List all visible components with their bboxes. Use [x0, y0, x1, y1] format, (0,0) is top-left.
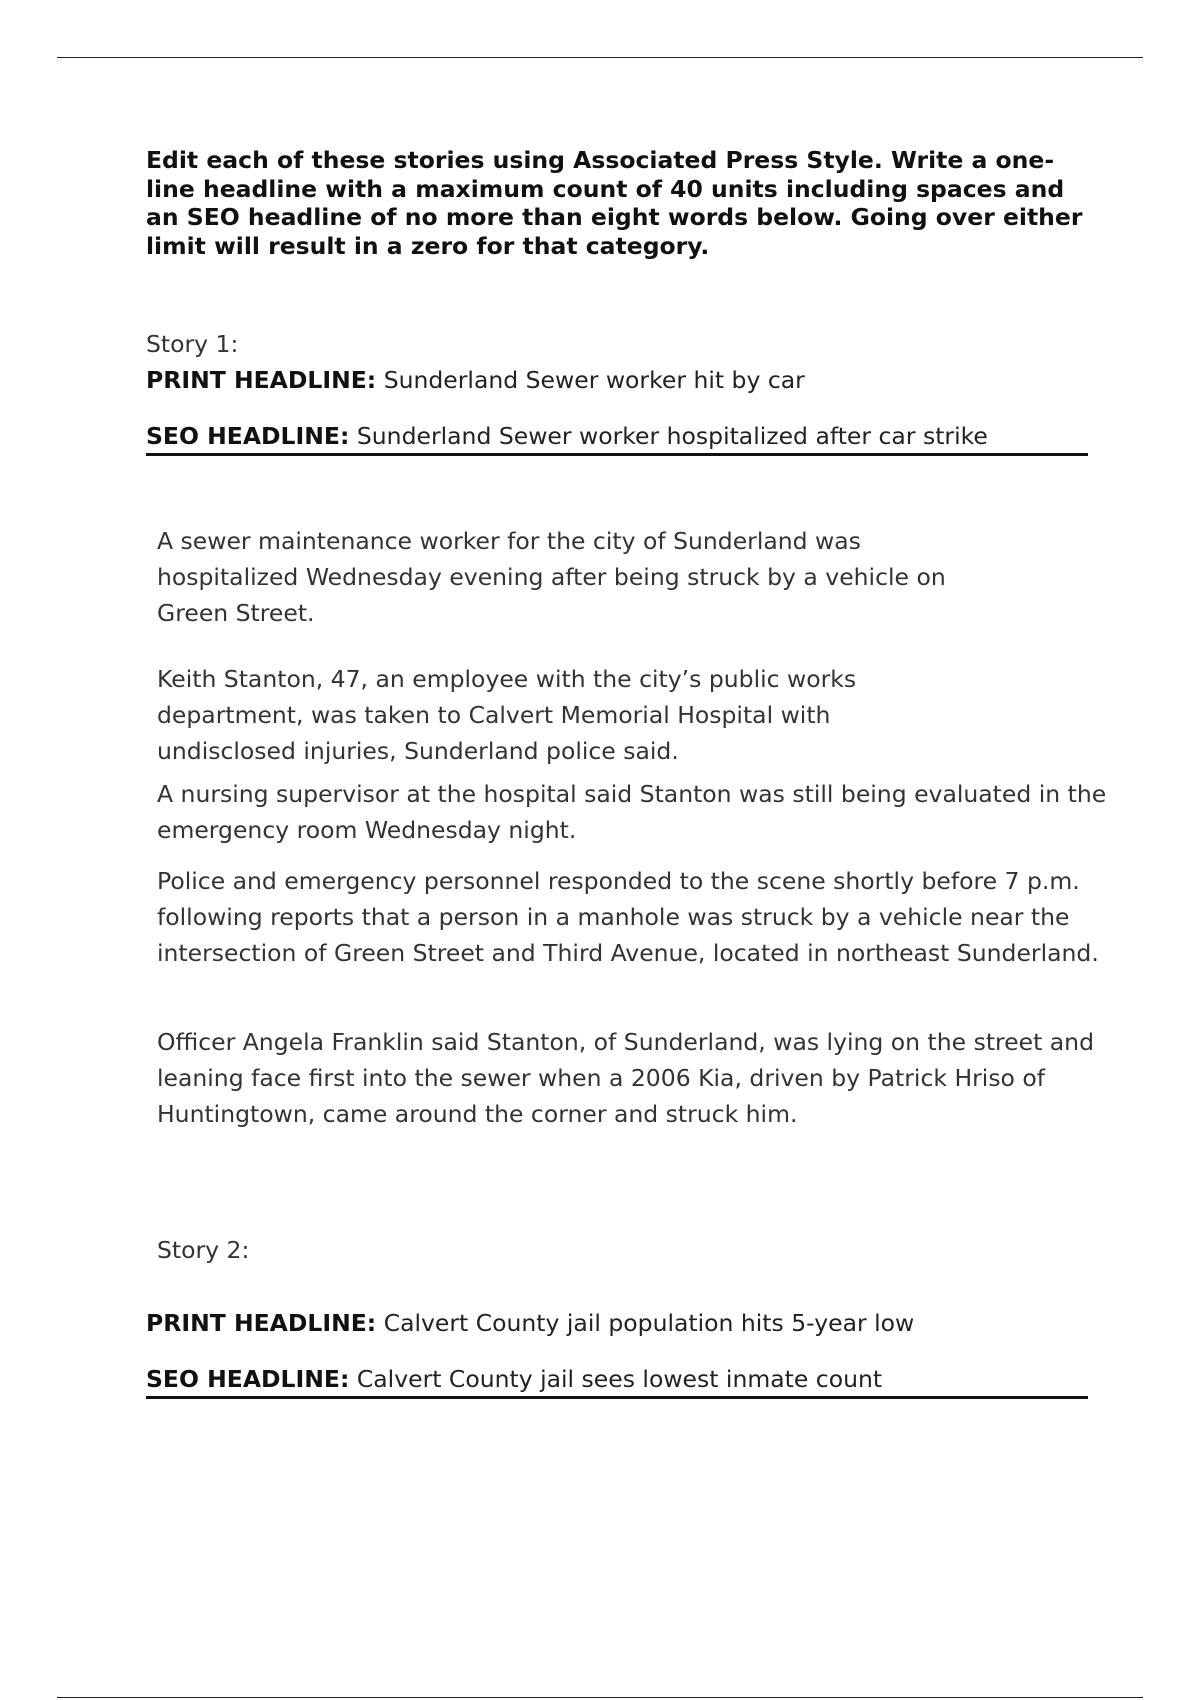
story-1-print-headline — [146, 366, 805, 394]
story-1-headline-rule — [146, 453, 1088, 456]
print-headline-label: PRINT HEADLINE: — [146, 366, 377, 394]
story-1-paragraph-2: Keith Stanton, 47, an employee with the city’s public works department, was taken to Calvert Memorial Hospital with undisclosed injuries, Sunderland police said. — [157, 665, 857, 765]
seo-headline-text: Calvert County jail sees lowest inmate count — [356, 1365, 883, 1393]
story-1-label: Story 1: — [146, 330, 239, 358]
story-1-paragraph-1: A sewer maintenance worker for the city of Sunderland was hospitalized Wednesday evening after being struck by a vehicle on Green Street. — [157, 527, 946, 627]
story-1-paragraph-3: A nursing supervisor at the hospital said Stanton was still being evaluated in the emergency room Wednesday night. — [157, 780, 1107, 844]
story-2-headline-rule — [146, 1396, 1088, 1399]
print-headline-label: PRINT HEADLINE: — [146, 1309, 377, 1337]
story-1-paragraph-5: Officer Angela Franklin said Stanton, of Sunderland, was lying on the street and leaning face first into the sewer when a 2006 Kia, driven by Patrick Hriso of Huntingtown, came around the corner and struck him. — [157, 1028, 1094, 1128]
story-2-print-headline — [146, 1309, 914, 1337]
print-headline-text: Calvert County jail population hits 5-year low — [383, 1309, 915, 1337]
seo-headline-text: Sunderland Sewer worker hospitalized after car strike — [356, 422, 988, 450]
seo-headline-label: SEO HEADLINE: — [146, 422, 350, 450]
print-headline-text: Sunderland Sewer worker hit by car — [383, 366, 805, 394]
story-1-paragraph-4: Police and emergency personnel responded to the scene shortly before 7 p.m. following reports that a person in a manhole was struck by a vehicle near the intersection of Green Street and Third Avenue, located in northeast Sunderland. — [157, 867, 1099, 967]
assignment-instructions: Edit each of these stories using Associated Press Style. Write a one-line headline with a maximum count of 40 units including spaces and an SEO headline of no more than eight words below. Going over either limit will result in a zero for that category. — [146, 146, 1083, 260]
seo-headline-label: SEO HEADLINE: — [146, 1365, 350, 1393]
story-1-seo-headline — [146, 422, 988, 450]
page-bottom-rule — [57, 1697, 1143, 1698]
story-2-label: Story 2: — [157, 1236, 250, 1264]
page-top-rule — [57, 57, 1143, 58]
story-2-seo-headline — [146, 1365, 882, 1393]
